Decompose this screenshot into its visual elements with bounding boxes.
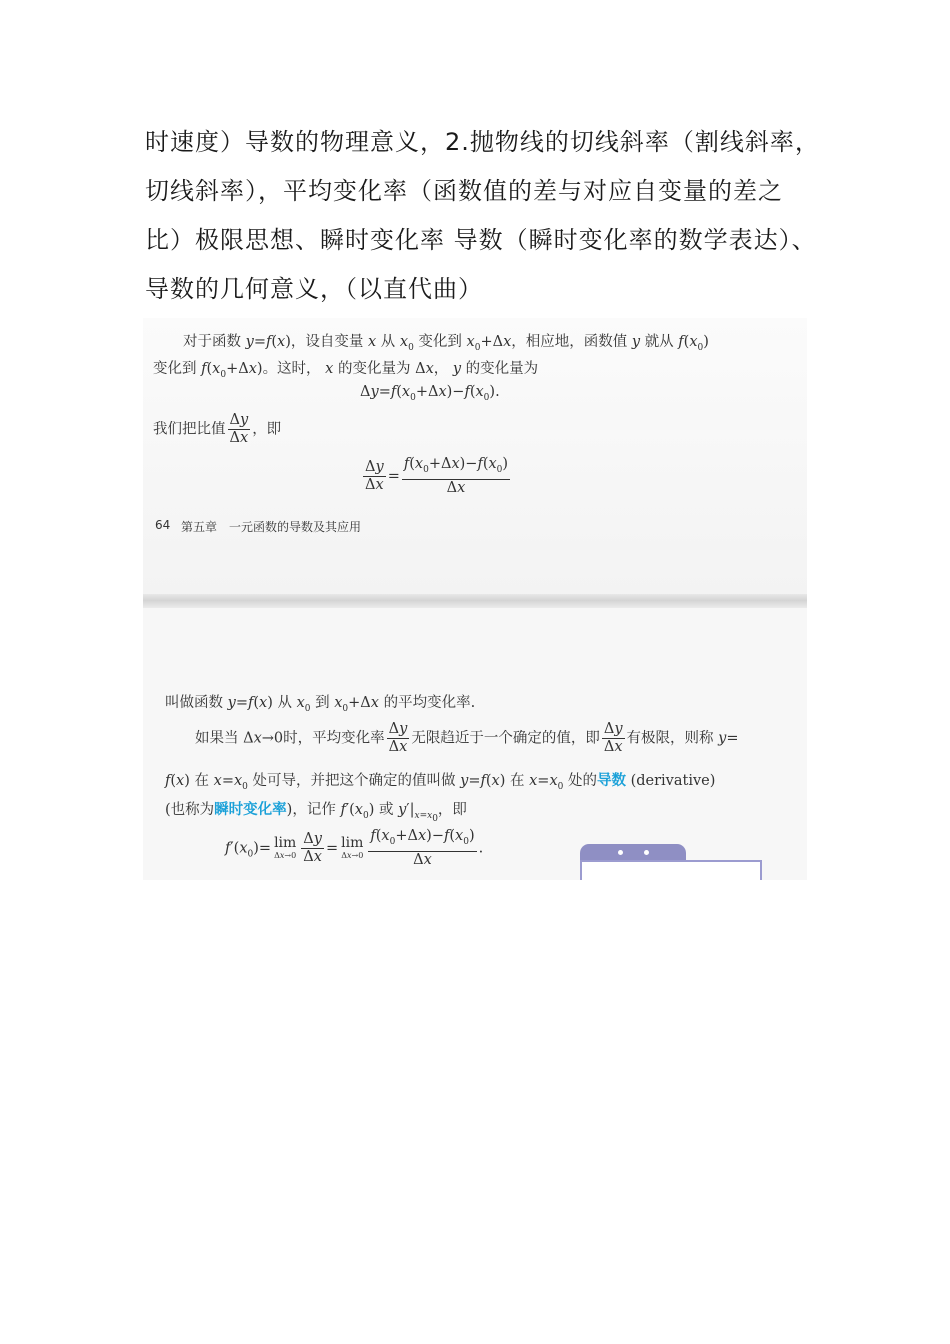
ratio-fraction: $\frac{\Delta y}{\Delta x}$ (229, 412, 249, 446)
scan-line-limit: 如果当 Δx→0时，平均变化率 $\frac{\Delta y}{\Delta x}$ 无限趋近于一个确定的值，即 $\frac{\Delta y}{\Delta x}$ 有极限，则称 y= (195, 721, 739, 755)
text: ，即 (437, 802, 467, 818)
textbook-scan-page-65 (143, 608, 807, 880)
text: 在 (509, 773, 525, 789)
page-divider (143, 594, 807, 608)
intro-line-4: 导数的几何意义，（以直代曲） (145, 275, 483, 303)
scan-line-derivative: f(x) 在 $x=x_0$ 处可导，并把这个确定的值叫做 y=f(x) 在 $x=x_0$ 处的导数 (derivative) (165, 772, 716, 792)
text: 。这时， (262, 361, 321, 377)
sidebar-note-device-icon (580, 844, 760, 880)
text: 从 (277, 695, 292, 711)
text: ， (433, 361, 449, 377)
scan-paragraph-line-2: 变化到 $f(x_0+\Delta x)$。这时， x 的变化量为 Δx， y 的变化量为 (153, 361, 539, 380)
term-derivative: 导数 (596, 772, 626, 789)
text: 在 (194, 773, 210, 789)
text: 就从 (644, 334, 674, 350)
text: (derivative) (630, 773, 716, 789)
text: 时，平均变化率 (283, 730, 385, 747)
text: 我们把比值 (153, 421, 226, 438)
text: 的变化量为 (465, 361, 539, 377)
text: )，记作 (286, 802, 336, 818)
derivative-limit-formula: $f'(x_0)=$ lim Δx→0 $\frac{\Delta y}{\Delta x}$ = lim Δx→0 $\frac{f(x_0+\Delta x)-f(x_0)}{\Delta x}$ . (225, 828, 484, 868)
text: ，相应地，函数值 (511, 334, 628, 350)
average-rate-formula: $\frac{\Delta y}{\Delta x}$ = $\frac{f(x_0+\Delta x)-f(x_0)}{\Delta x}$ (365, 456, 509, 496)
text: 无限趋近于一个确定的值，即 (411, 730, 600, 747)
intro-line-3: 比）极限思想、瞬时变化率 导数（瞬时变化率的数学表达）、 (145, 226, 817, 254)
scan-paragraph-line-1: 对于函数 y=f(x)，设自变量 x 从 $x_0$ 变化到 $x_0+\Delta x$，相应地，函数值 y 就从 $f(x_0)$ (183, 334, 709, 353)
text: 处可导，并把这个确定的值叫做 (252, 773, 456, 789)
text: 处的 (567, 773, 597, 789)
intro-text (145, 118, 825, 314)
text: 有极限，则称 (626, 730, 714, 747)
scan-line-notation: (也称为瞬时变化率)，记作 $f'(x_0)$ 或 $y'|_{x=x_0}$，即 (165, 801, 467, 824)
text: ，即 (252, 421, 282, 438)
chapter-title: 第五章 一元函数的导数及其应用 (181, 520, 362, 534)
text: 叫做函数 (165, 695, 223, 711)
intro-line-1: 时速度）导数的物理意义，2.抛物线的切线斜率（割线斜率， (145, 128, 820, 156)
scan-line-average-rate: 叫做函数 y=f(x) 从 $x_0$ 到 $x_0+\Delta x$ 的平均变化率. (165, 695, 476, 714)
text: 从 (380, 334, 396, 350)
text: 到 (315, 695, 330, 711)
term-instantaneous-rate: 瞬时变化率 (214, 801, 287, 818)
text: 变化到 (418, 334, 462, 350)
page-number: 64 (155, 518, 171, 532)
ratio-intro-line (153, 412, 281, 447)
text: ，设自变量 (290, 334, 364, 350)
text: 的变化量为 (337, 361, 411, 377)
textbook-scan-page-64 (143, 318, 807, 594)
delta-y-formula: $\Delta y=f(x_0+\Delta x)-f(x_0)$. (360, 384, 500, 403)
text: 的平均变化率. (383, 695, 476, 711)
text: 或 (378, 802, 394, 818)
text: 对于函数 (183, 334, 241, 350)
text: (也称为 (165, 802, 215, 818)
intro-line-2: 切线斜率），平均变化率（函数值的差与对应自变量的差之 (145, 177, 783, 205)
text: 如果当 (195, 730, 239, 747)
text: 变化到 (153, 361, 197, 377)
